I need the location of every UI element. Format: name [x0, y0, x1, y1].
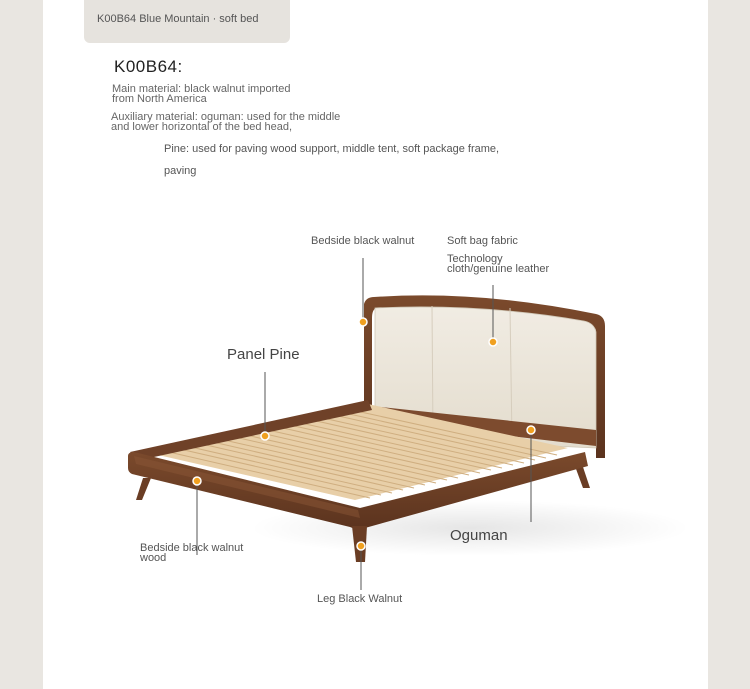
- spec-aux-material-2: and lower horizontal of the bed head,: [111, 121, 293, 133]
- spec-pine-1: Pine: used for paving wood support, middle tent, soft package frame,: [164, 143, 500, 155]
- callout-bedside-black-walnut: Bedside black walnut: [311, 235, 415, 247]
- callout-technology-2: cloth/genuine leather: [447, 263, 550, 275]
- spec-main-material-2: from North America: [112, 93, 207, 105]
- spec-main-material-1: Main material: black walnut imported: [112, 83, 291, 95]
- callout-bedside-walnut-wood-2: wood: [140, 552, 167, 564]
- callout-leg-black-walnut: Leg Black Walnut: [317, 593, 403, 605]
- callout-bedside-walnut-wood-1: Bedside black walnut: [140, 542, 244, 554]
- spec-pine-2: paving: [164, 165, 197, 177]
- callout-soft-bag-fabric: Soft bag fabric: [447, 235, 518, 247]
- product-tag: K00B64 Blue Mountain · soft bed: [84, 0, 290, 43]
- model-number: K00B64:: [114, 57, 183, 76]
- callout-oguman: Oguman: [450, 527, 508, 544]
- spec-aux-material-1: Auxiliary material: oguman: used for the middle: [111, 111, 341, 123]
- callout-panel-pine: Panel Pine: [227, 346, 300, 363]
- bed-leg-left: [136, 478, 151, 500]
- callout-technology-1: Technology: [447, 253, 503, 265]
